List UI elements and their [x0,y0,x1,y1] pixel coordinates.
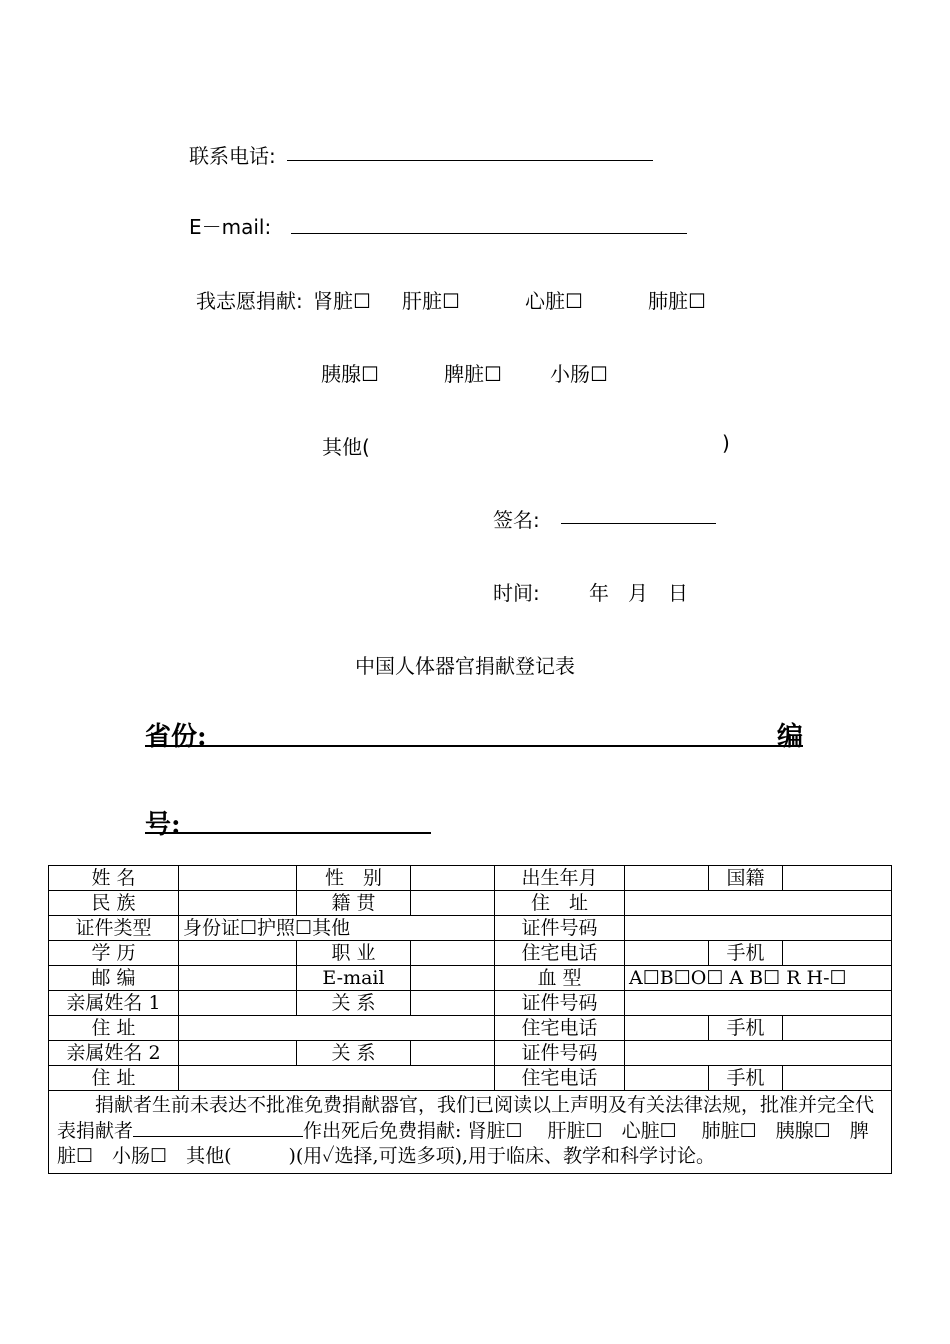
gender-cell[interactable] [411,866,495,891]
organ-spleen-checkbox[interactable]: 脾脏☐ [444,362,502,386]
relative2-home-phone-header: 住宅电话 [495,1066,625,1091]
other-field[interactable] [375,428,715,458]
signature-field[interactable] [561,523,716,524]
relative1-name-cell[interactable] [179,991,297,1016]
address-cell[interactable] [625,891,892,916]
relative2-name-header: 亲属姓名 2 [49,1041,179,1066]
relative1-home-phone-header: 住宅电话 [495,1016,625,1041]
occupation-cell[interactable] [411,941,495,966]
province-field[interactable] [145,745,803,747]
number-label-part2: 号: [145,810,181,840]
organ-liver-checkbox[interactable]: 肝脏☐ [402,289,460,313]
id-number-header: 证件号码 [495,916,625,941]
time-day: 日 [668,581,688,605]
birth-cell[interactable] [625,866,709,891]
gender-header: 性 别 [297,866,411,891]
native-place-header: 籍 贯 [297,891,411,916]
relative1-name-header: 亲属姓名 1 [49,991,179,1016]
table-row [49,1016,892,1041]
address-header: 住 址 [495,891,625,916]
education-cell[interactable] [179,941,297,966]
table-row [49,1066,892,1091]
home-phone-header: 住宅电话 [495,941,625,966]
registration-table [48,865,892,1174]
name-cell[interactable] [179,866,297,891]
organ-small-intestine-checkbox[interactable]: 小肠☐ [550,362,608,386]
organ-heart-checkbox[interactable]: 心脏☐ [525,289,583,313]
consent-statement-part2: 作出死后免费捐献: 肾脏☐ 肝脏☐ 心脏☐ 肺脏☐ 胰腺☐ 脾脏☐ 小肠☐ 其他( )(用✓选择,可选多项),用于临床、教学和科学讨论。 [57,1120,869,1167]
table-row [49,916,892,941]
email-field[interactable] [291,233,687,234]
table-row [49,891,892,916]
table-row [49,991,892,1016]
birth-header: 出生年月 [495,866,625,891]
email-label: E－mail: [189,215,272,239]
time-year: 年 [589,581,609,605]
id-type-header: 证件类型 [49,916,179,941]
table-row [49,941,892,966]
id-number-cell[interactable] [625,916,892,941]
relative2-address-cell[interactable] [179,1066,495,1091]
province-label: 省份: [145,722,207,752]
time-month: 月 [628,581,648,605]
mobile-header: 手机 [709,941,783,966]
relative2-id-header: 证件号码 [495,1041,625,1066]
time-label: 时间: [493,581,540,605]
relative1-id-header: 证件号码 [495,991,625,1016]
relative2-mobile-cell[interactable] [783,1066,892,1091]
signature-label: 签名: [493,508,540,532]
organ-lung-checkbox[interactable]: 肺脏☐ [648,289,706,313]
relative1-id-cell[interactable] [625,991,892,1016]
phone-label: 联系电话: [189,144,276,168]
relative2-name-cell[interactable] [179,1041,297,1066]
number-label-part1: 编 [777,722,804,752]
other-open: 其他( [322,435,370,459]
relative2-relation-cell[interactable] [411,1041,495,1066]
relative1-relation-header: 关 系 [297,991,411,1016]
relative1-relation-cell[interactable] [411,991,495,1016]
blood-type-header: 血 型 [495,966,625,991]
postcode-cell[interactable] [179,966,297,991]
organ-pancreas-checkbox[interactable]: 胰腺☐ [321,362,379,386]
relative1-mobile-header: 手机 [709,1016,783,1041]
form-title: 中国人体器官捐献登记表 [355,654,575,678]
relative2-relation-header: 关 系 [297,1041,411,1066]
consent-statement [49,1091,892,1174]
other-close: ) [722,431,730,455]
postcode-header: 邮 编 [49,966,179,991]
donate-label: 我志愿捐献: [196,289,303,313]
relative1-address-header: 住 址 [49,1016,179,1041]
table-row [49,1041,892,1066]
relative2-home-phone-cell[interactable] [625,1066,709,1091]
native-place-cell[interactable] [411,891,495,916]
name-header: 姓 名 [49,866,179,891]
table-row [49,966,892,991]
ethnicity-header: 民 族 [49,891,179,916]
email-header: E-mail [297,966,411,991]
number-field[interactable] [145,832,431,834]
relative1-address-cell[interactable] [179,1016,495,1041]
nationality-cell[interactable] [783,866,892,891]
phone-field[interactable] [287,160,653,161]
relative2-mobile-header: 手机 [709,1066,783,1091]
donor-name-blank[interactable] [133,1118,303,1137]
ethnicity-cell[interactable] [179,891,297,916]
id-type-options[interactable]: 身份证☐护照☐其他 [179,916,495,941]
relative2-address-header: 住 址 [49,1066,179,1091]
organ-kidney-checkbox[interactable]: 肾脏☐ [313,289,371,313]
mobile-cell[interactable] [783,941,892,966]
table-row [49,1091,892,1174]
email-cell[interactable] [411,966,495,991]
education-header: 学 历 [49,941,179,966]
relative1-mobile-cell[interactable] [783,1016,892,1041]
home-phone-cell[interactable] [625,941,709,966]
blood-type-options[interactable]: A☐B☐O☐ A B☐ R H-☐ [625,966,892,991]
table-row [49,866,892,891]
relative1-home-phone-cell[interactable] [625,1016,709,1041]
occupation-header: 职 业 [297,941,411,966]
nationality-header: 国籍 [709,866,783,891]
consent-statement-part1: 捐献者生前未表达不批准免费捐献器官，我们已阅读以上声明及有关法律法规，批准并完全代表捐献者 [57,1094,875,1142]
relative2-id-cell[interactable] [625,1041,892,1066]
